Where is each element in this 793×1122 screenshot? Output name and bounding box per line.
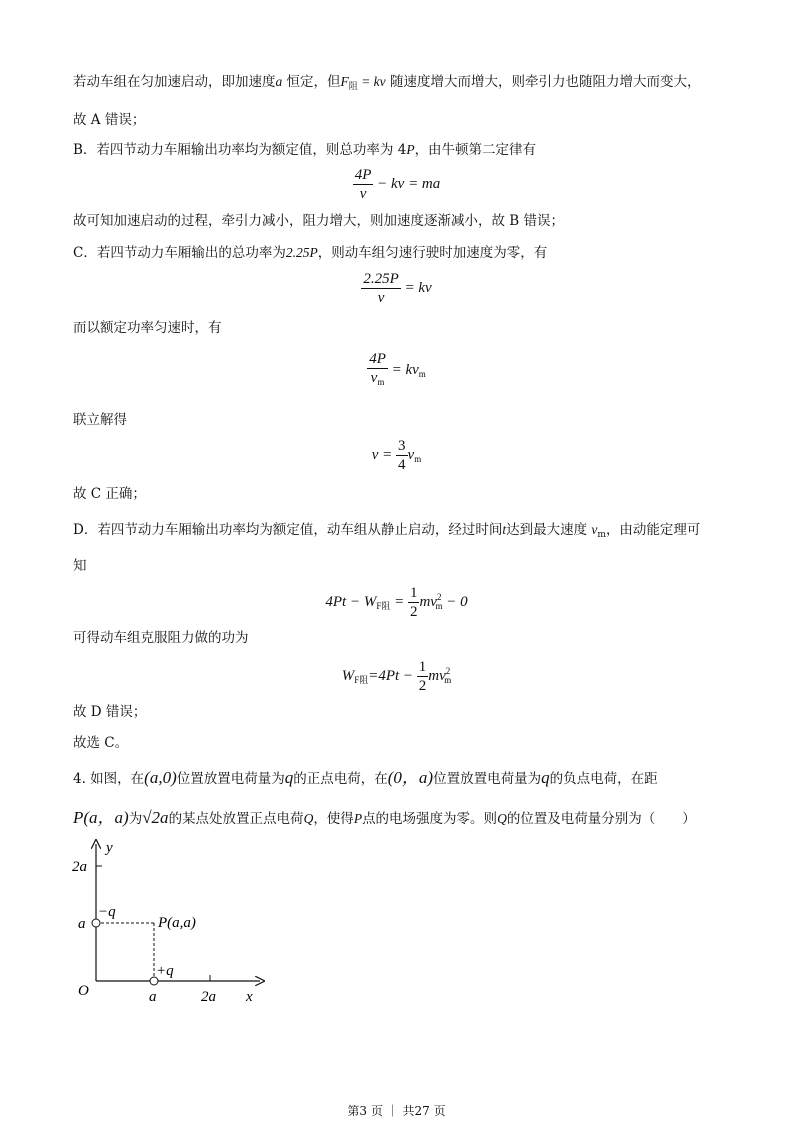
text-line-12: 故 D 错误； — [73, 704, 147, 720]
point-p-label: P(a,a) — [158, 915, 196, 931]
x-tick-2a-label: 2a — [201, 989, 216, 1005]
text-line-10: 知 — [73, 558, 87, 574]
text-line-9: D．若四节动力车厢输出功率均为额定值，动车组从静止启动，经过时间t达到最大速度 $v_m$，由动能定理可 — [73, 522, 701, 540]
equation-b: $\frac{4P}{v}$ − kv = ma — [354, 167, 441, 202]
negative-charge-label: −q — [98, 904, 116, 920]
text-line-6: 而以额定功率匀速时，有 — [73, 320, 222, 336]
equation-c2: $\frac{4P}{v_m}$ = $kv_m$ — [369, 351, 426, 387]
question-4-line-2: P(a，a)为√2a的某点处放置正点电荷Q，使得P点的电场强度为零。则Q的位置及电荷量分别为（ ） — [73, 808, 696, 827]
equation-d2: $W_{F阻}=4Pt$ − $\frac{1}{2}$ $mv^2_m$ — [341, 659, 452, 694]
x-tick-a-label: a — [149, 989, 157, 1005]
positive-charge-label: +q — [156, 963, 174, 979]
x-axis-label: x — [246, 989, 253, 1005]
text-line-13: 故选 C。 — [73, 735, 129, 751]
page-footer: 第3 页 ｜ 共27 页 — [347, 1104, 446, 1118]
negative-charge-marker — [92, 919, 100, 927]
y-axis-label: y — [106, 840, 113, 856]
y-tick-a-label: a — [78, 916, 86, 932]
equation-c3: v = $\frac{3}{4}$ $v_m$ — [371, 438, 422, 473]
text-line-2: 故 A 错误； — [73, 112, 146, 128]
origin-label: O — [78, 983, 89, 999]
text-line-3: B．若四节动力车厢输出功率均为额定值，则总功率为 4P，由牛顿第二定律有 — [73, 142, 537, 158]
text-line-4: 故可知加速启动的过程，牵引力减小，阻力增大，则加速度逐渐减小，故 B 错误； — [73, 213, 565, 229]
text-line-11: 可得动车组克服阻力做的功为 — [73, 630, 249, 646]
equation-d: $4Pt - W_{F阻}$ = $\frac{1}{2}$ $mv^2_m - 0$ — [325, 585, 468, 620]
text-line-7: 联立解得 — [73, 412, 127, 428]
question-4-line-1: 4. 如图，在(a,0)位置放置电荷量为q的正点电荷，在(0，a)位置放置电荷量为q的负点电荷，在距 — [73, 768, 658, 787]
text-line-8: 故 C 正确； — [73, 486, 146, 502]
text-line-5: C．若四节动力车厢输出的总功率为2.25P，则动车组匀速行驶时加速度为零，有 — [73, 245, 548, 261]
coordinate-figure — [70, 836, 270, 1016]
equation-c: $\frac{2.25P}{v}$ = kv — [363, 271, 432, 306]
y-tick-2a-label: 2a — [72, 859, 87, 875]
text-line-1: 若动车组在匀加速启动，即加速度a 恒定，但$F_阻$ = kv 随速度增大而增大，则牵引力也随阻力增大而变大， — [73, 74, 701, 92]
